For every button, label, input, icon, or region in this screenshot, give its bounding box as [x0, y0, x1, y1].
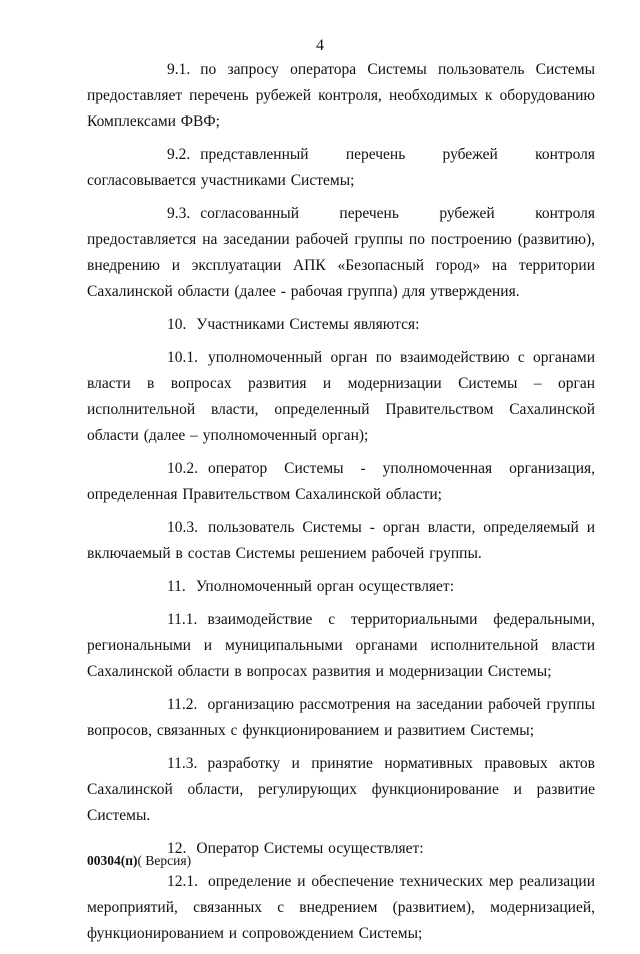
- paragraph-text: согласованный перечень рубежей контроля предоставляется на заседании рабочей группы по построению (развитию), внедрению и эксплуатации АПК «Безопасный город» на территории Сахалинской области (далее - рабочая группа) для утверждения.: [87, 205, 595, 300]
- paragraph-11-2: [87, 692, 595, 744]
- paragraph-11-3: [87, 751, 595, 829]
- paragraph-number: 9.2.: [167, 146, 191, 163]
- paragraph-11: [87, 574, 595, 600]
- paragraph-10-2: [87, 456, 595, 508]
- paragraph-text: взаимодействие с территориальными федеральными, региональными и муниципальными органами исполнительной власти Сахалинской области в вопросах развития и модернизации Системы;: [87, 611, 595, 680]
- paragraph-9-1: [87, 57, 595, 135]
- paragraph-10-3: [87, 515, 595, 567]
- paragraph-number: 11.3.: [167, 755, 198, 772]
- paragraph-text: Оператор Системы осуществляет:: [196, 840, 424, 857]
- paragraph-text: разработку и принятие нормативных правовых актов Сахалинской области, регулирующих функционирование и развитие Системы.: [87, 755, 595, 824]
- paragraph-text: уполномоченный орган по взаимодействию с органами власти в вопросах развития и модернизации Системы – орган исполнительной власти, определенный Правительством Сахалинской области (далее – уполномоченный орган);: [87, 349, 595, 444]
- paragraph-number: 10.3.: [167, 519, 198, 536]
- paragraph-9-2: [87, 142, 595, 194]
- paragraph-text: определение и обеспечение технических мер реализации мероприятий, связанных с внедрением (развитием), модернизацией, функционированием и сопровождением Системы;: [87, 873, 595, 942]
- paragraph-text: оператор Системы - уполномоченная организация, определенная Правительством Сахалинской области;: [87, 460, 595, 503]
- paragraph-number: 12.: [167, 840, 187, 857]
- paragraph-text: Уполномоченный орган осуществляет:: [195, 578, 455, 595]
- paragraph-number: 10.: [167, 316, 187, 333]
- paragraph-9-3: [87, 201, 595, 305]
- paragraph-number: 10.1.: [167, 349, 198, 366]
- paragraph-number: 12.1.: [167, 873, 198, 890]
- paragraph-text: пользователь Системы - орган власти, определяемый и включаемый в состав Системы решением рабочей группы.: [87, 519, 595, 562]
- document-code: 00304(п): [87, 853, 138, 868]
- document-footer: [87, 853, 191, 869]
- paragraph-number: 10.2.: [167, 460, 198, 477]
- page-number: 4: [316, 37, 324, 54]
- paragraph-number: 9.1.: [167, 61, 191, 78]
- paragraph-text: представленный перечень рубежей контроля согласовывается участниками Системы;: [87, 146, 595, 189]
- paragraph-number: 11.: [167, 578, 186, 595]
- paragraph-10: [87, 312, 595, 338]
- paragraph-number: 11.1.: [167, 611, 198, 628]
- paragraph-12-1: [87, 869, 595, 947]
- document-body: [87, 57, 595, 954]
- paragraph-text: организацию рассмотрения на заседании рабочей группы вопросов, связанных с функционированием и развитием Системы;: [87, 696, 595, 739]
- paragraph-text: по запросу оператора Системы пользователь Системы предоставляет перечень рубежей контроля, необходимых к оборудованию Комплексами ФВФ;: [87, 61, 595, 130]
- document-version: ( Версия): [137, 853, 192, 868]
- paragraph-text: Участниками Системы являются:: [196, 316, 420, 333]
- paragraph-11-1: [87, 607, 595, 685]
- paragraph-number: 11.2.: [167, 696, 198, 713]
- paragraph-10-1: [87, 345, 595, 449]
- paragraph-number: 9.3.: [167, 205, 191, 222]
